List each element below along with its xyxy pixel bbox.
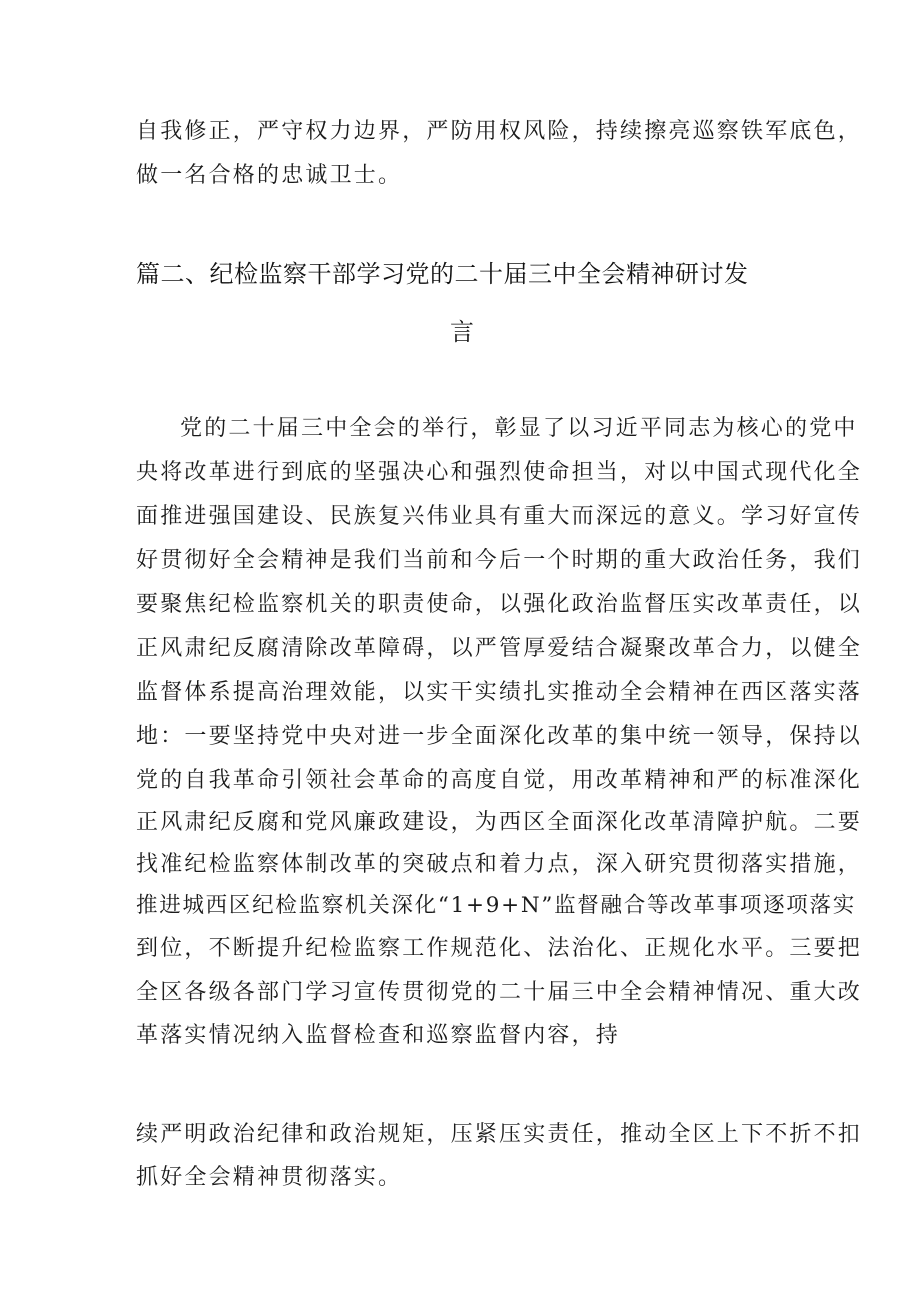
continued-paragraph-line-2: 抓好全会精神贯彻落实。	[136, 1165, 403, 1190]
main-paragraph-line-15: 革落实情况纳入监督检查和巡察监督内容，持	[136, 1023, 621, 1048]
main-paragraph-line-4: 好贯彻好全会精神是我们当前和今后一个时期的重大政治任务，我们	[136, 548, 863, 573]
main-paragraph-line-3: 面推进强国建设、民族复兴伟业具有重大而深远的意义。学习好宣传	[136, 504, 863, 529]
main-paragraph-line-8: 地：一要坚持党中央对进一步全面深化改革的集中统一领导，保持以	[136, 724, 863, 749]
main-paragraph-line-2: 央将改革进行到底的坚强决心和强烈使命担当，对以中国式现代化全	[136, 460, 863, 485]
main-paragraph-line-11: 找准纪检监察体制改革的突破点和着力点，深入研究贯彻落实措施，	[136, 852, 863, 877]
main-paragraph-line-5: 要聚焦纪检监察机关的职责使命，以强化政治监督压实改革责任，以	[136, 592, 863, 617]
continued-paragraph-line-1: 续严明政治纪律和政治规矩，压紧压实责任，推动全区上下不折不扣	[136, 1122, 863, 1147]
main-paragraph-line-14: 全区各级各部门学习宣传贯彻党的二十届三中全会精神情况、重大改	[136, 980, 863, 1005]
section-heading-line-2: 言	[450, 318, 475, 346]
main-paragraph-line-6: 正风肃纪反腐清除改革障碍，以严管厚爱结合凝聚改革合力，以健全	[136, 636, 863, 661]
top-paragraph-line-1: 自我修正，严守权力边界，严防用权风险，持续擦亮巡察铁军底色，	[136, 119, 863, 144]
main-paragraph-line-10: 正风肃纪反腐和党风廉政建设，为西区全面深化改革清障护航。二要	[136, 810, 863, 835]
main-paragraph-line-9: 党的自我革命引领社会革命的高度自觉，用改革精神和严的标准深化	[136, 768, 863, 793]
main-paragraph-line-1: 党的二十届三中全会的举行，彰显了以习近平同志为核心的党中	[180, 416, 858, 441]
main-paragraph-line-12: 推进城西区纪检监察机关深化“1+9+N”监督融合等改革事项逐项落实	[136, 893, 856, 918]
main-paragraph-line-13: 到位，不断提升纪检监察工作规范化、法治化、正规化水平。三要把	[136, 936, 863, 961]
section-heading-line-1: 篇二、纪检监察干部学习党的二十届三中全会精神研讨发	[136, 260, 749, 288]
top-paragraph-line-2: 做一名合格的忠诚卫士。	[136, 163, 403, 188]
main-paragraph-line-7: 监督体系提高治理效能，以实干实绩扎实推动全会精神在西区落实落	[136, 680, 863, 705]
